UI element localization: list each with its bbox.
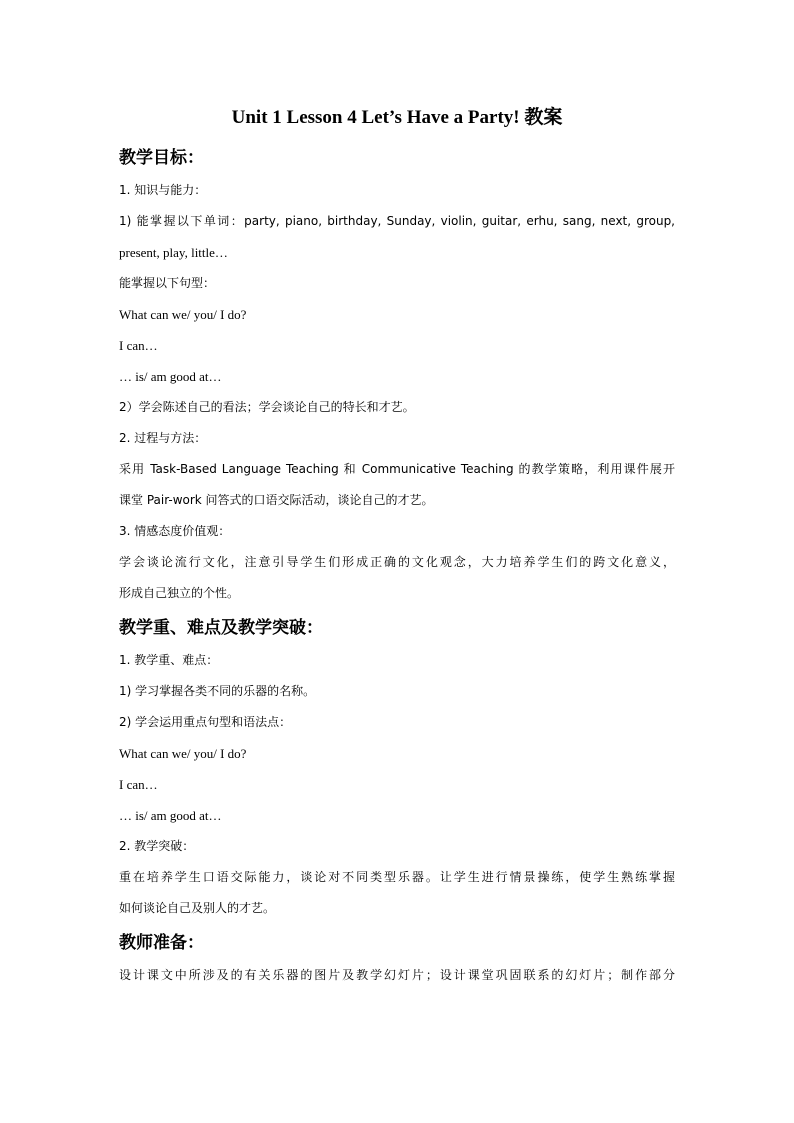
- kp-line-9: 如何谈论自己及别人的才艺。: [119, 901, 276, 915]
- kp-line-4: What can we/ you/ I do?: [119, 746, 247, 761]
- obj-line-4: 能掌握以下句型：: [119, 276, 216, 290]
- kp-line-2: 1) 学习掌握各类不同的乐器的名称。: [119, 684, 316, 698]
- obj-line-13: 学会谈论流行文化，注意引导学生们形成正确的文化观念，大力培养学生们的跨文化意义，: [119, 555, 675, 569]
- document-title: Unit 1 Lesson 4 Let’s Have a Party! 教案: [231, 107, 563, 128]
- heading-objectives: 教学目标：: [119, 148, 204, 168]
- obj-line-6: I can…: [119, 338, 158, 353]
- obj-line-9: 2. 过程与方法：: [119, 431, 207, 445]
- kp-line-1: 1. 教学重、难点：: [119, 653, 219, 667]
- kp-line-3: 2) 学会运用重点句型和语法点：: [119, 715, 292, 729]
- obj-line-10: 采用 Task-Based Language Teaching 和 Communicative Teaching 的教学策略，利用课件展开: [119, 462, 675, 476]
- obj-line-2: 1) 能掌握以下单词：party, piano, birthday, Sunday, violin, guitar, erhu, sang, next, group,: [119, 214, 675, 228]
- heading-key-points: 教学重、难点及教学突破：: [119, 618, 323, 638]
- prep-line-1: 设计课文中所涉及的有关乐器的图片及教学幻灯片；设计课堂巩固联系的幻灯片；制作部分: [119, 968, 675, 982]
- kp-line-5: I can…: [119, 777, 158, 792]
- kp-line-8: 重在培养学生口语交际能力，谈论对不同类型乐器。让学生进行情景操练，使学生熟练掌握: [119, 870, 675, 884]
- obj-line-12: 3. 情感态度价值观：: [119, 524, 231, 538]
- obj-line-1: 1. 知识与能力：: [119, 183, 207, 197]
- kp-line-6: … is/ am good at…: [119, 808, 222, 823]
- obj-line-5: What can we/ you/ I do?: [119, 307, 247, 322]
- obj-line-11: 课堂 Pair-work 问答式的口语交际活动，谈论自己的才艺。: [119, 493, 434, 507]
- document-page: [119, 103, 675, 991]
- obj-line-14: 形成自己独立的个性。: [119, 586, 240, 600]
- obj-line-8: 2）学会陈述自己的看法；学会谈论自己的特长和才艺。: [119, 400, 415, 414]
- kp-line-7: 2. 教学突破：: [119, 839, 195, 853]
- obj-line-3: present, play, little…: [119, 245, 228, 260]
- heading-preparation: 教师准备：: [119, 933, 204, 953]
- obj-line-7: … is/ am good at…: [119, 369, 222, 384]
